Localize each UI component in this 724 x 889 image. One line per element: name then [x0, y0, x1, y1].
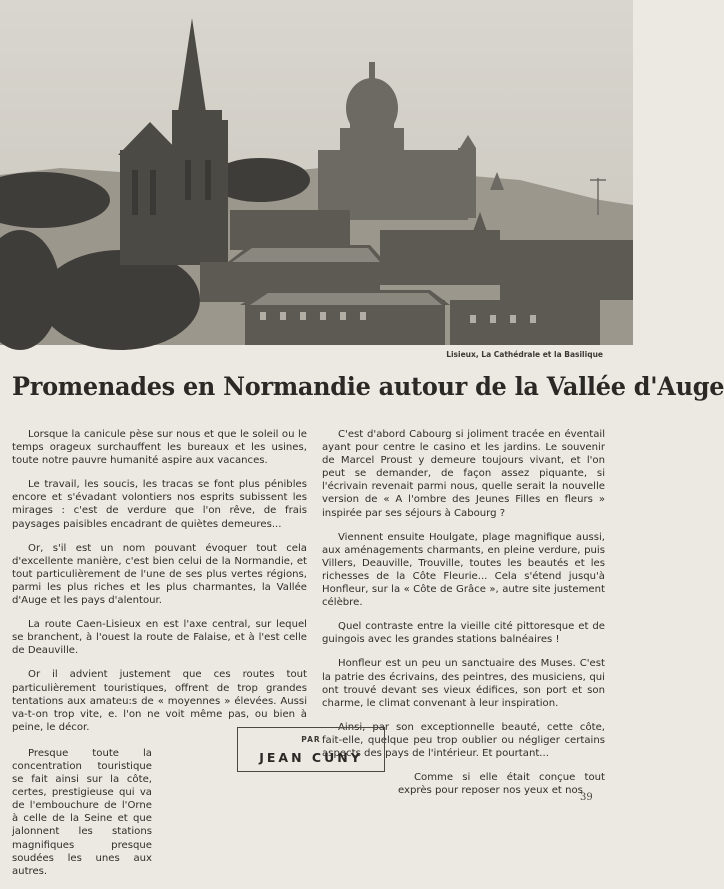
byline-prefix: PAR — [301, 735, 321, 744]
paragraph: Quel contraste entre la vieille cité pittoresque et de guingois avec les grandes stations balnéaires ! — [322, 621, 605, 646]
paragraph: Comme si elle était conçue tout exprès pour reposer nos yeux et nos — [398, 772, 605, 797]
page-number: 39 — [580, 792, 593, 803]
paragraph: Or, s'il est un nom pouvant évoquer tout cela d'excellente manière, c'est bien celui de la Normandie, et tout particulièrement de l'une de ses plus vertes régions, parmi les plus riches et les plus charmantes, la Vallée d'Auge et les pays d'alentour. — [12, 542, 307, 607]
paragraph: Presque toute la concentration touristique se fait ainsi sur la côte, certes, prestigieuse qui va de l'embouchure de l'Orne à celle de la Seine et que jalonnent les stations magnifiques presque soudées les unes aux autres. — [12, 747, 152, 877]
paragraph: C'est d'abord Cabourg si joliment tracée en éventail ayant pour centre le casino et les jardins. Le souvenir de Marcel Proust y demeure toujours vivant, et l'on peut se demander, de façon assez piquante, si l'écrivain revenait parmi nous, quelle serait la nouvelle version de « A l'ombre des Jeunes Filles en fleurs » inspirée par ses séjours à Cabourg ? — [322, 429, 605, 519]
paragraph: La route Caen-Lisieux en est l'axe central, sur lequel se branchent, à l'ouest la route de Falaise, et à l'est celle de Deauville. — [12, 619, 307, 657]
lisieux-photo — [0, 0, 633, 345]
byline-box — [237, 727, 385, 772]
cathedral-basilica-image — [0, 0, 633, 345]
paragraph: Or il advient justement que ces routes tout particulièrement touristiques, offrent de trop grandes tentations aux amateu:s de « moyennes » élevées. Aussi va-t-on trop vite, e. l'on ne voit même pas, ou bien à peine, le décor. — [12, 669, 307, 733]
paragraph: Le travail, les soucis, les tracas se font plus pénibles encore et s'évadant volontiers nos esprits subissent les mirages : c'est de verdure que l'on rêve, de frais paysages paisibles encadrant de quiètes demeures... — [12, 479, 307, 530]
paragraph: Ainsi, par son exceptionnelle beauté, cette côte, fait-elle, quelque peu trop oublier ou négliger certains aspects des pays de l'intérieur. Et pourtant... — [322, 721, 605, 759]
article-title: Promenades en Normandie autour de la Vallée d'Auge — [12, 372, 724, 402]
paragraph: Honfleur est un peu un sanctuaire des Muses. C'est la patrie des écrivains, des peintres, des musiciens, qui ont trouvé devant ses vieux édifices, son port et son charme, le climat convenant à leur inspiration. — [322, 658, 605, 709]
photo-caption: Lisieux, La Cathédrale et la Basilique — [446, 350, 603, 359]
paragraph: Viennent ensuite Houlgate, plage magnifique aussi, aux aménagements charmants, en pleine verdure, puis Villers, Deauville, Trouville, toutes les beautés et les richesses de la Côte Fleurie... Cela s'étend jusqu'à Honfleur, sur la « Côte de Grâce », autre site justement célèbre. — [322, 531, 605, 609]
author-name: JEAN CUNY — [259, 750, 363, 765]
left-column — [12, 428, 307, 889]
paragraph: Lorsque la canicule pèse sur nous et que le soleil ou le temps orageux surchauffent les bureaux et les usines, toute notre pauvre humanité aspire aux vacances. — [12, 429, 307, 467]
